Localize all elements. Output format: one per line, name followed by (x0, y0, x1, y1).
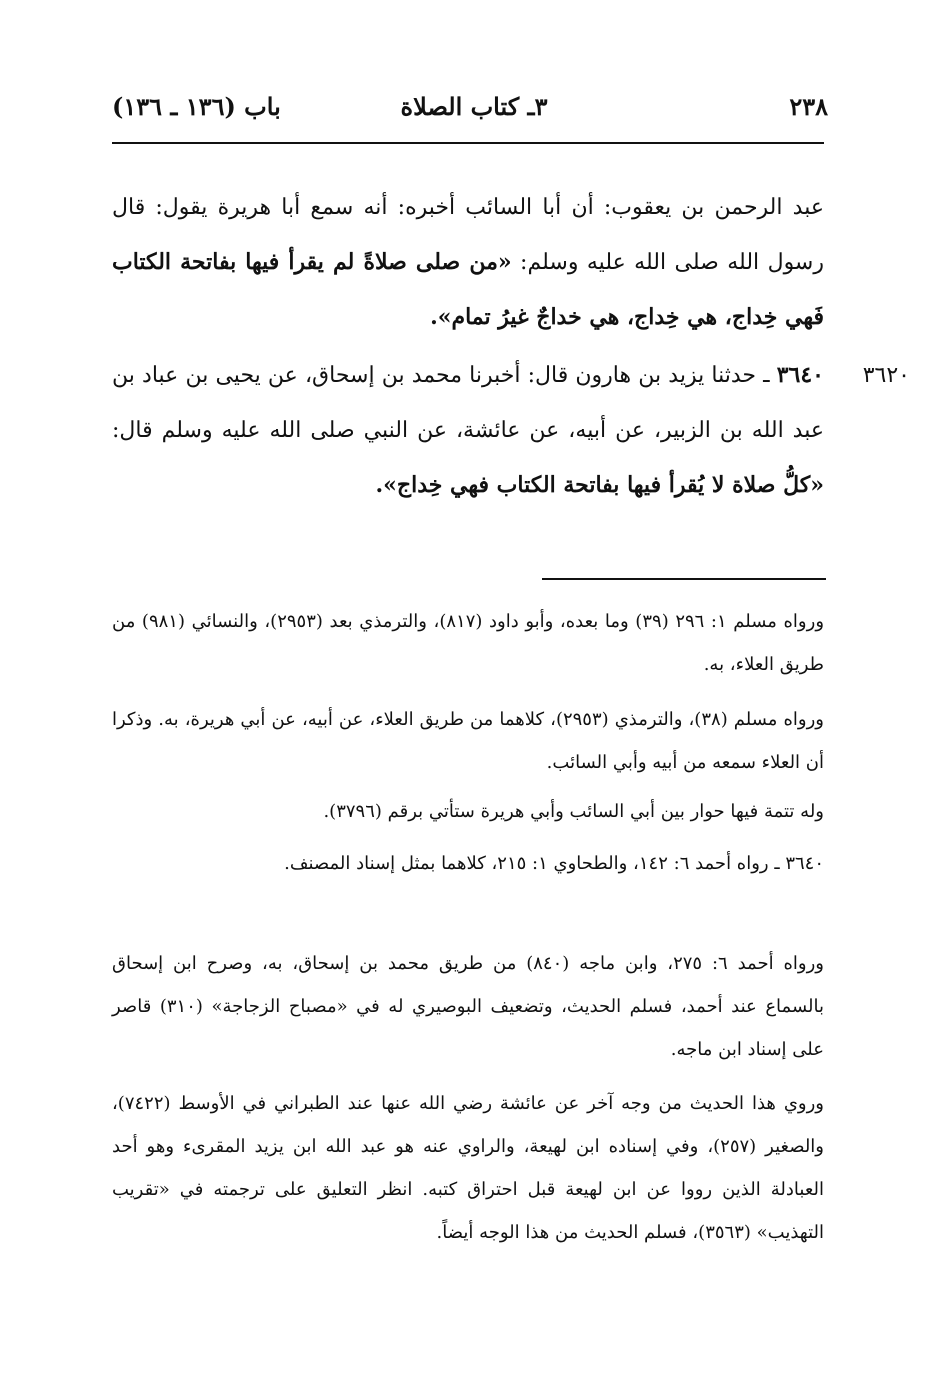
chapter-range: باب (١٣٦ ـ ١٣٦) (112, 92, 281, 121)
header-divider (112, 142, 824, 144)
hadith-paragraph-2 (112, 348, 824, 513)
hadith-paragraph-1 (112, 180, 824, 345)
footnote-1: ورواه مسلم ١: ٢٩٦ (٣٩) وما بعده، وأبو داود (٨١٧)، والترمذي بعد (٢٩٥٣)، والنسائي (٩٨١) من طريق العلاء، به. (112, 611, 825, 675)
footnote-divider (542, 578, 826, 580)
hadith-1-matn: «من صلى صلاةً لم يقرأ فيها بفاتحة الكتاب فَهي خِداج، هي خِداج، هي خداجٌ غيرُ تمام». (112, 249, 824, 330)
hadith-2-number: ٣٦٤٠ (776, 362, 824, 388)
hadith-2-matn: «كلُّ صلاة لا يُقرأ فيها بفاتحة الكتاب فهي خِداج». (375, 472, 824, 498)
hadith-1-text: عبد الرحمن بن يعقوب: أن أبا السائب أخبره: أنه سمع أبا هريرة يقول: قال رسول الله صلى الله عليه وسلم: (112, 195, 824, 275)
footnote-4: ٣٦٤٠ ـ رواه أحمد ٦: ١٤٢، والطحاوي ١: ٢١٥، كلاهما بمثل إسناد المصنف. (284, 853, 824, 874)
side-hadith-number: ٣٦٢٠ (862, 363, 910, 388)
footnote-6: وروي هذا الحديث من وجه آخر عن عائشة رضي الله عنها عند الطبراني في الأوسط (٧٤٢٢)، والصغير (٢٥٧)، وفي إسناده ابن لهيعة، والراوي عنه هو عبد الله ابن يزيد المقرىء وهو أحد العبادلة الذين رووا عن ابن لهيعة قبل احتراق كتبه. انظر التعليق على ترجمته في «تقريب التهذيب» (٣٥٦٣)، فسلم الحديث من هذا الوجه أيضاً. (112, 1093, 825, 1243)
footnote-2: ورواه مسلم (٣٨)، والترمذي (٢٩٥٣)، كلاهما من طريق العلاء، عن أبيه، عن أبي هريرة، به. وذكرا أن العلاء سمعه من أبيه وأبي السائب. (112, 709, 824, 773)
page-number: ٢٣٨ (789, 92, 828, 121)
footnote-5: ورواه أحمد ٦: ٢٧٥، وابن ماجه (٨٤٠) من طريق محمد بن إسحاق، به، وصرح ابن إسحاق بالسماع عند أحمد، فسلم الحديث، وتضعيف البوصيري له في «مصباح الزجاجة» (٣١٠) قاصر على إسناد ابن ماجه. (112, 953, 824, 1060)
book-title-text: ٣ـ كتاب الصلاة (400, 92, 548, 121)
footnote-3: وله تتمة فيها حوار بين أبي السائب وأبي هريرة ستأتي برقم (٣٧٩٦). (323, 801, 824, 822)
hadith-2-isnad: ـ حدثنا يزيد بن هارون قال: أخبرنا محمد بن إسحاق، عن يحيى بن عباد بن عبد الله بن الزبير، عن أبيه، عن عائشة، عن النبي صلى الله عليه وسلم قال: (112, 363, 824, 443)
